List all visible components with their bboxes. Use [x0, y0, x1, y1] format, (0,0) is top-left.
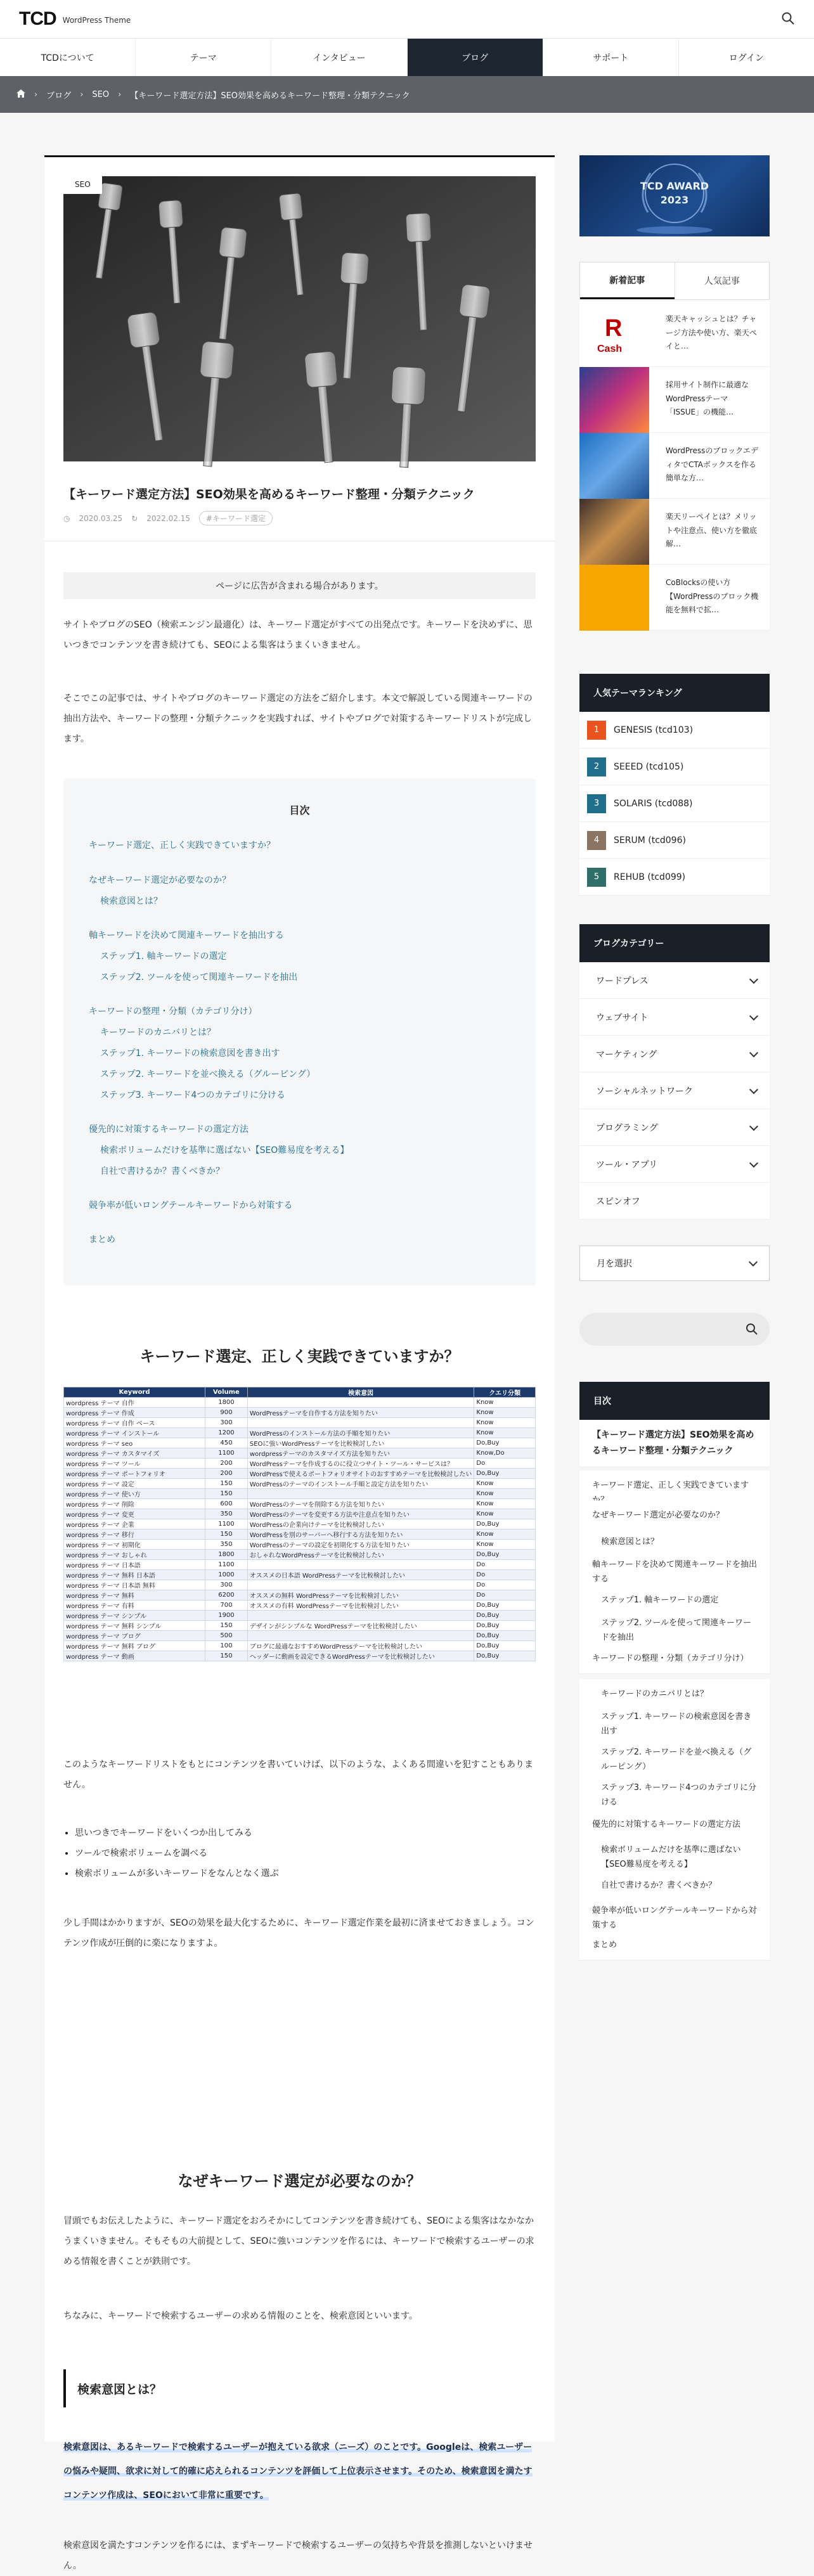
table-row [64, 1550, 536, 1560]
category-item[interactable] [579, 1072, 770, 1109]
rank-name: SEEED (tcd105) [614, 761, 684, 772]
table-cell: wordpress テーマ 無料 [64, 1590, 205, 1600]
rank-number: 1 [587, 721, 606, 740]
table-header: Keyword [64, 1388, 205, 1398]
sidebar-toc-item[interactable]: ステップ1. 軸キーワードの選定 [579, 1585, 770, 1616]
rank-number: 4 [587, 831, 606, 850]
toc-link[interactable]: ステップ1. キーワードの検索意図を書き出す [100, 1048, 280, 1059]
home-icon[interactable] [16, 89, 25, 100]
table-row [64, 1459, 536, 1469]
table-cell: ブログに最適なおすすめWordPressテーマを比較検討したい [247, 1641, 474, 1651]
sidebar-toc-item[interactable]: キーワードの整理・分類（カテゴリ分け） [579, 1644, 770, 1674]
table-cell: 150 [205, 1489, 248, 1499]
table-row [64, 1560, 536, 1570]
category-item[interactable] [579, 1036, 770, 1072]
table-row [64, 1519, 536, 1530]
table-header: クエリ分類 [474, 1388, 536, 1398]
table-cell: wordpress テーマ 移行 [64, 1530, 205, 1540]
post-title: 【キーワード選定方法】SEO効果を高めるキーワード整理・分類テクニック [63, 487, 475, 501]
table-cell: wordpress テーマ カスタマイズ [64, 1448, 205, 1459]
table-cell: Do,Buy [474, 1621, 536, 1631]
table-cell: WordPressテーマを作成するのに役立つサイト・ツール・サービスは？ [247, 1459, 474, 1469]
table-cell [247, 1489, 474, 1499]
subheading-search-intent: 検索意図とは？ [63, 2369, 536, 2407]
category-label: スピンオフ [596, 1196, 640, 1207]
toc-link[interactable]: キーワードのカニバリとは？ [100, 1027, 216, 1038]
table-cell: SEOに強いWordPressテーマを比較検討したい [247, 1438, 474, 1448]
tab-recent[interactable]: 新着記事 [580, 262, 675, 299]
table-cell: Do [474, 1570, 536, 1580]
table-row [64, 1580, 536, 1590]
table-cell: Do [474, 1560, 536, 1570]
recent-post[interactable] [579, 301, 770, 367]
chevron-right-icon: › [34, 89, 38, 100]
sidebar-toc-item[interactable]: 【キーワード選定方法】SEO効果を高めるキーワード整理・分類テクニック [579, 1420, 770, 1467]
sidebar-toc-item[interactable]: 検索ボリュームだけを基準に選ばない【SEO難易度を考える】 [579, 1835, 770, 1881]
clock-icon: ◷ [63, 513, 70, 523]
thumb-rakuten-pay [579, 499, 649, 565]
table-row [64, 1530, 536, 1540]
table-cell: WordPressテーマを自作する方法を知りたい [247, 1408, 474, 1418]
section-heading-1: キーワード選定、正しく実践できていますか？ [139, 1348, 460, 1365]
rank-name: GENESIS (tcd103) [614, 724, 694, 735]
table-cell: 900 [205, 1408, 248, 1418]
refresh-icon: ↻ [131, 513, 138, 523]
rank-number: 3 [587, 794, 606, 813]
table-cell: wordpress テーマ 作成 [64, 1408, 205, 1418]
ad-disclosure: ページに広告が含まれる場合があります。 [63, 572, 536, 599]
award-title: TCD AWARD 2023 [640, 180, 709, 207]
table-cell [247, 1580, 474, 1590]
toc-link[interactable]: ステップ3. キーワード4つのカテゴリに分ける [100, 1090, 285, 1100]
table-row [64, 1499, 536, 1509]
table-cell: Do,Buy [474, 1611, 536, 1621]
table-cell: Know,Do [474, 1448, 536, 1459]
post-tag[interactable]: #キーワード選定 [199, 511, 273, 525]
table-cell: 1800 [205, 1398, 248, 1408]
chevron-down-icon [749, 1012, 758, 1021]
chevron-down-icon [749, 1122, 758, 1131]
table-cell: Do,Buy [474, 1469, 536, 1479]
post-meta [63, 511, 536, 525]
table-row [64, 1489, 536, 1499]
thumb-coblocks [579, 565, 649, 631]
recent-post[interactable] [579, 499, 770, 565]
table-cell: wordpress テーマ 使い方 [64, 1489, 205, 1499]
table-cell: Do [474, 1459, 536, 1469]
recent-post[interactable] [579, 367, 770, 433]
sidebar-toc-item[interactable]: 競争率が低いロングテールキーワードから対策する [579, 1896, 770, 1942]
category-item[interactable] [579, 1183, 770, 1220]
table-cell: Know [474, 1408, 536, 1418]
list-item: • ツールで検索ボリュームを調べる [75, 1843, 279, 1864]
table-row [64, 1428, 536, 1438]
breadcrumb-blog[interactable]: ブログ [46, 91, 72, 101]
toc-link[interactable]: キーワード選定、正しく実践できていますか？ [89, 840, 275, 851]
table-cell: Know [474, 1509, 536, 1519]
table-cell [247, 1631, 474, 1641]
archive-select[interactable] [579, 1246, 770, 1281]
post-updated: 2022.02.15 [146, 513, 190, 523]
category-label: ワードプレス [596, 976, 649, 986]
award-banner[interactable] [579, 155, 770, 236]
table-cell: Know [474, 1540, 536, 1550]
toc-link[interactable]: 検索意図とは？ [100, 896, 162, 906]
nav-item-about[interactable]: TCDについて [0, 39, 136, 76]
table-cell: wordpress テーマ インストール [64, 1428, 205, 1438]
table-cell: 150 [205, 1479, 248, 1489]
global-nav [0, 38, 814, 76]
table-cell: wordpress テーマ ポートフォリオ [64, 1469, 205, 1479]
category-item[interactable] [579, 1109, 770, 1146]
tab-popular[interactable]: 人気記事 [675, 262, 770, 299]
list-item: • 思いつきでキーワードをいくつか出してみる [75, 1823, 279, 1843]
recent-post-title: 楽天リーペイとは？メリットや注意点、使い方を徹底解… [666, 512, 758, 549]
table-cell: オススメの有料 WordPressテーマを比較検討したい [247, 1600, 474, 1611]
sidebar-toc-item[interactable]: 優先的に対策するキーワードの選定方法 [579, 1810, 770, 1840]
nav-item-theme[interactable]: テーマ [136, 39, 271, 76]
table-cell: Do [474, 1580, 536, 1590]
toc-link[interactable]: ステップ1. 軸キーワードの選定 [100, 951, 227, 962]
toc-link[interactable]: なぜキーワード選定が必要なのか？ [89, 875, 231, 886]
table-cell: 1800 [205, 1550, 248, 1560]
table-cell [247, 1418, 474, 1428]
post-date: 2020.03.25 [79, 513, 123, 523]
table-row [64, 1570, 536, 1580]
table-row [64, 1600, 536, 1611]
table-cell: 150 [205, 1621, 248, 1631]
table-cell: 500 [205, 1631, 248, 1641]
rank-name: REHUB (tcd099) [614, 872, 686, 882]
keyword-table [63, 1387, 536, 1661]
recent-post[interactable] [579, 565, 770, 631]
ranking-item[interactable] [579, 785, 770, 822]
category-item[interactable] [579, 1146, 770, 1183]
sidebar-toc-item[interactable]: ステップ1. キーワードの検索意図を書き出す [579, 1702, 770, 1748]
table-cell: wordpress テーマ 変更 [64, 1509, 205, 1519]
list-item: • 検索ボリュームが多いキーワードをなんとなく選ぶ [75, 1864, 279, 1884]
table-header: Volume [205, 1388, 248, 1398]
table-header: 検索意図 [247, 1388, 474, 1398]
sidebar-search [579, 1313, 770, 1346]
chevron-down-icon [749, 1159, 758, 1168]
nav-item-interview[interactable]: インタビュー [271, 39, 407, 76]
thumb-blocks [579, 433, 649, 499]
category-item[interactable] [579, 999, 770, 1036]
section2-paragraph-2: ちなみに、キーワードで検索するユーザーの求める情報のことを、検索意図といいます。 [63, 2311, 418, 2321]
table-of-contents [63, 778, 536, 1285]
chevron-right-icon: › [118, 89, 122, 100]
table-cell: 300 [205, 1418, 248, 1428]
table-cell: 300 [205, 1580, 248, 1590]
section2-paragraph-1: 冒頭でもお伝えしたように、キーワード選定をおろそかにしてコンテンツを書き続けても、SEOによる集客はなかなかうまくいきません。そもそもの大前提として、SEOに強いコンテンツを作るには、キーワードで検索するユーザーの求める情報を書くことが鉄則です。 [63, 2216, 534, 2267]
table-cell: wordpress テーマ 動画 [64, 1651, 205, 1661]
table-row [64, 1590, 536, 1600]
intro-paragraph-1: サイトやブログのSEO（検索エンジン最適化）は、キーワード選定がすべての出発点です。キーワードを決めずに、思いつきでコンテンツを書き続けても、SEOによる集客はうまくいきません。 [63, 620, 533, 651]
breadcrumb-current: 【キーワード選定方法】SEO効果を高めるキーワード整理・分類テクニック [130, 91, 410, 101]
table-cell: wordpress テーマ 日本語 無料 [64, 1580, 205, 1590]
table-row [64, 1611, 536, 1621]
table-cell: WordPressのテーマのインストール手順と設定方法を知りたい [247, 1479, 474, 1489]
toc-link[interactable]: 自社で書けるか？書くべきか？ [100, 1166, 224, 1176]
nav-item-login[interactable]: ログイン [728, 53, 765, 63]
table-cell: Know [474, 1489, 536, 1499]
table-cell: Do,Buy [474, 1550, 536, 1560]
thumb-issue [579, 367, 649, 433]
table-cell: WordPressのテーマを削除する方法を知りたい [247, 1499, 474, 1509]
rank-name: SOLARIS (tcd088) [614, 798, 693, 809]
search-icon[interactable] [746, 1323, 758, 1338]
table-cell: 1900 [205, 1611, 248, 1621]
table-cell: 450 [205, 1438, 248, 1448]
table-row [64, 1641, 536, 1651]
table-cell [247, 1398, 474, 1408]
table-cell: WordPressで使えるポートフォリオサイトのおすすめテーマを比較検討したい [247, 1469, 474, 1479]
table-row [64, 1469, 536, 1479]
table-row [64, 1398, 536, 1408]
table-cell: WordPressを別のサーバーへ移行する方法を知りたい [247, 1530, 474, 1540]
sidebar-toc-item[interactable]: ステップ3. キーワード4つのカテゴリに分ける [579, 1773, 770, 1819]
category-label: マーケティング [596, 1049, 657, 1060]
recent-post[interactable] [579, 433, 770, 499]
table-cell: 600 [205, 1499, 248, 1509]
intro-paragraph-2: そこでこの記事では、サイトやブログのキーワード選定の方法をご紹介します。本文で解説している関連キーワードの抽出方法や、キーワードの整理・分類テクニックを実践すれば、サイトやブログで対策するキーワードリストが完成します。 [63, 693, 533, 745]
article [44, 155, 555, 2572]
toc-link[interactable]: ステップ2. キーワードを並べ換える（グルーピング） [100, 1069, 316, 1079]
table-cell: Do [474, 1590, 536, 1600]
sidebar-toc-item[interactable]: キーワード選定、正しく実践できています [579, 1471, 770, 1516]
table-cell: ヘッダーに動画を設定できるWordPressテーマを比較検討したい [247, 1651, 474, 1661]
toc-link[interactable]: 競争率が低いロングテールキーワードから対策する [89, 1201, 293, 1211]
table-cell: WordPressのテーマの設定を初期化する方法を知りたい [247, 1540, 474, 1550]
table-cell: Know [474, 1398, 536, 1408]
table-row [64, 1438, 536, 1448]
svg-text:Cash: Cash [597, 344, 623, 354]
toc-link[interactable]: ステップ2. ツールを使って関連キーワードを抽出 [100, 972, 298, 982]
table-cell: wordpress テーマ 日本語 [64, 1560, 205, 1570]
hero-image-keys [63, 176, 536, 461]
table-cell [247, 1611, 474, 1621]
sidebar-toc-item[interactable]: まとめ [579, 1930, 770, 1961]
table-cell: wordpressテーマのカスタマイズ方法を知りたい [247, 1448, 474, 1459]
table-cell: おしゃれなWordPressテーマを比較検討したい [247, 1550, 474, 1560]
recent-post-title: 採用サイト制作に最適なWordPressテーマ「ISSUE」の機能… [666, 380, 749, 417]
table-cell: Do,Buy [474, 1600, 536, 1611]
table-row [64, 1408, 536, 1418]
table-cell: Do,Buy [474, 1631, 536, 1641]
table-cell: Do,Buy [474, 1438, 536, 1448]
table-cell: 1200 [205, 1428, 248, 1438]
ranking-item[interactable] [579, 859, 770, 896]
table-cell: Know [474, 1530, 536, 1540]
table-row [64, 1621, 536, 1631]
category-label[interactable]: SEO [63, 175, 102, 194]
table-cell: WordPressの企業向けテーマを比較検討したい [247, 1519, 474, 1530]
table-cell: wordpress テーマ 自作 ベース [64, 1418, 205, 1428]
section1-paragraph-1: このようなキーワードリストをもとにコンテンツを書いていけば、以下のような、よくある間違いを犯すこともありません。 [63, 1760, 534, 1791]
table-cell: 1000 [205, 1570, 248, 1580]
nav-item-support[interactable]: サポート [543, 39, 679, 76]
breadcrumb-seo[interactable]: SEO [92, 89, 110, 100]
table-cell [247, 1560, 474, 1570]
table-cell: wordpress テーマ ツール [64, 1459, 205, 1469]
nav-item-blog[interactable]: ブログ [408, 39, 543, 76]
site-logo[interactable]: TCD [19, 8, 56, 29]
search-icon[interactable] [781, 11, 795, 25]
mistake-list [75, 1823, 279, 1884]
table-row [64, 1479, 536, 1489]
section1-paragraph-2: 少し手間はかかりますが、SEOの効果を最大化するために、キーワード選定作業を最初に済ませておきましょう。コンテンツ作成が圧倒的に楽になりますよ。 [63, 1918, 534, 1949]
highlight-paragraph: 検索意図は、あるキーワードで検索するユーザーが抱えている欲求（ニーズ）のことです。Googleは、検索ユーザーの悩みや疑問、欲求に対して的確に応えられるコンテンツを評価して上位表示させます。そのため、検索意図を満たすコンテンツ作成は、SEOにおいて非常に重要です。 [63, 2442, 533, 2501]
table-cell: WordPressのテーマを変更する方法や注意点を知りたい [247, 1509, 474, 1519]
table-cell: wordpress テーマ おしゃれ [64, 1550, 205, 1560]
table-cell: オススメの日本語 WordPressテーマを比較検討したい [247, 1570, 474, 1580]
sidebar-toc-item[interactable]: 自社で書けるか？書くべきか？ [579, 1871, 770, 1901]
chevron-down-icon [749, 1048, 758, 1057]
section2-paragraph-3: 検索意図を満たすコンテンツを作るには、まずキーワードで検索するユーザーの気持ちや背景を推測しないといけません。 [63, 2541, 533, 2572]
table-cell: オススメの無料 WordPressテーマを比較検討したい [247, 1590, 474, 1600]
site-header [0, 0, 814, 38]
sidebar-toc-item[interactable]: 検索意図とは？ [579, 1527, 770, 1557]
archive-select-value: 月を選択 [597, 1259, 632, 1269]
toc-link[interactable]: まとめ [89, 1235, 115, 1245]
table-cell: wordpress テーマ 削除 [64, 1499, 205, 1509]
category-label: ツール・アプリ [596, 1159, 658, 1170]
rank-number: 5 [587, 868, 606, 887]
ranking-item[interactable] [579, 712, 770, 749]
sidebar-toc-heading: 目次 [579, 1382, 770, 1420]
table-row [64, 1448, 536, 1459]
table-cell: Do,Buy [474, 1519, 536, 1530]
table-cell: wordpress テーマ 初期化 [64, 1540, 205, 1550]
table-cell: Know [474, 1418, 536, 1428]
chevron-down-icon [749, 1085, 758, 1094]
table-row [64, 1651, 536, 1661]
sidebar-toc-item[interactable]: ステップ2. ツールを使って関連キーワードを抽出 [579, 1608, 770, 1654]
table-cell: wordpress テーマ 無料 ブログ [64, 1641, 205, 1651]
table-cell: WordPressのインストール方法の手順を知りたい [247, 1428, 474, 1438]
sidebar-toc-item[interactable]: キーワードのカニバリとは？ [579, 1679, 770, 1710]
table-cell: 1100 [205, 1560, 248, 1570]
recent-post-title: CoBlocksの使い方【WordPressのブロック機能を無料で拡… [666, 578, 759, 615]
table-cell: 6200 [205, 1590, 248, 1600]
sidebar-toc-item[interactable]: なぜキーワード選定が必要なのか？ [579, 1500, 770, 1531]
category-label: ソーシャルネットワーク [596, 1086, 694, 1097]
table-cell: 700 [205, 1600, 248, 1611]
table-cell: wordpress テーマ 自作 [64, 1398, 205, 1408]
site-tagline: WordPress Theme [62, 16, 131, 25]
table-cell: 200 [205, 1469, 248, 1479]
table-cell: wordpress テーマ 設定 [64, 1479, 205, 1489]
chevron-down-icon [749, 1258, 758, 1266]
table-cell: 350 [205, 1509, 248, 1519]
rank-number: 2 [587, 757, 606, 776]
table-cell: 150 [205, 1651, 248, 1661]
svg-text:R: R [605, 315, 623, 342]
rank-name: SERUM (tcd096) [614, 835, 686, 846]
table-cell: wordpress テーマ seo [64, 1438, 205, 1448]
toc-link[interactable]: 軸キーワードを決めて関連キーワードを抽出する [89, 931, 284, 941]
toc-link[interactable]: 検索ボリュームだけを基準に選ばない【SEO難易度を考える】 [100, 1145, 349, 1156]
table-cell: Know [474, 1499, 536, 1509]
category-heading: ブログカテゴリー [579, 924, 770, 962]
table-cell: Do,Buy [474, 1641, 536, 1651]
table-row [64, 1418, 536, 1428]
category-label: プログラミング [596, 1123, 658, 1133]
thumb-rakuten-cash [579, 301, 649, 367]
table-cell: wordpress テーマ シンプル [64, 1611, 205, 1621]
table-cell: wordpress テーマ 無料 シンプル [64, 1621, 205, 1631]
table-cell: Know [474, 1428, 536, 1438]
table-cell: wordpress テーマ 無料 日本語 [64, 1570, 205, 1580]
table-cell: 1100 [205, 1519, 248, 1530]
table-row [64, 1540, 536, 1550]
toc-title: 目次 [289, 804, 310, 816]
post-tabs [579, 262, 770, 300]
toc-link[interactable]: 優先的に対策するキーワードの選定方法 [89, 1124, 249, 1135]
chevron-right-icon: › [80, 89, 84, 100]
category-item[interactable] [579, 962, 770, 999]
table-cell: 1100 [205, 1448, 248, 1459]
section-heading-2: なぜキーワード選定が必要なのか？ [178, 2172, 422, 2190]
ranking-item[interactable] [579, 749, 770, 785]
table-cell: wordpress テーマ ブログ [64, 1631, 205, 1641]
sidebar-search-input[interactable] [592, 1322, 732, 1337]
ranking-item[interactable] [579, 822, 770, 859]
table-row [64, 1631, 536, 1641]
ranking-heading: 人気テーマランキング [579, 674, 770, 712]
toc-link[interactable]: キーワードの整理・分類（カテゴリ分け） [89, 1007, 257, 1017]
table-cell: 150 [205, 1530, 248, 1540]
recent-post-title: WordPressのブロックエディタでCTAボックスを作る簡単な方… [666, 446, 758, 483]
table-cell: デザインがシンプルな WordPressテーマを比較検討したい [247, 1621, 474, 1631]
sidebar-toc-item[interactable]: ステップ2. キーワードを並べ換える（グルーピング） [579, 1737, 770, 1783]
category-label: ウェブサイト [596, 1012, 649, 1023]
table-cell: Do,Buy [474, 1651, 536, 1661]
table-cell: 200 [205, 1459, 248, 1469]
table-cell: 350 [205, 1540, 248, 1550]
chevron-down-icon [749, 975, 758, 984]
recent-post-title: 楽天キャッシュとは？チャージ方法や使い方、楽天ペイと… [666, 314, 757, 351]
table-cell: wordpress テーマ 企業 [64, 1519, 205, 1530]
table-row [64, 1509, 536, 1519]
sidebar-toc-item[interactable]: 軸キーワードを決めて関連キーワードを抽出する [579, 1550, 770, 1595]
table-cell: 100 [205, 1641, 248, 1651]
table-cell: wordpress テーマ 有料 [64, 1600, 205, 1611]
table-cell: Know [474, 1479, 536, 1489]
breadcrumb [0, 76, 814, 113]
